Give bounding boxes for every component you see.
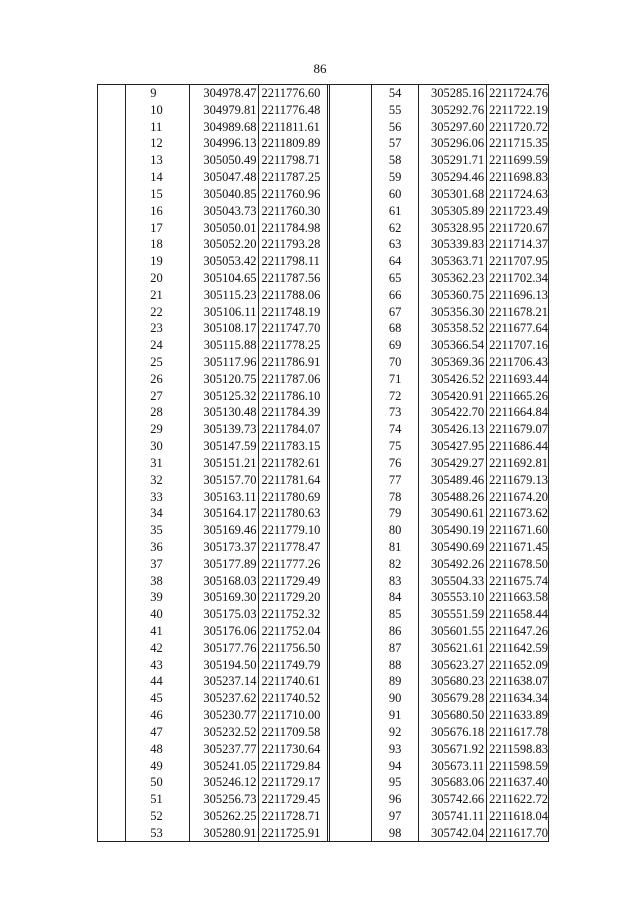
right-y-coordinate: 2211699.59 bbox=[489, 153, 549, 168]
right-point-number: 79 bbox=[388, 506, 402, 521]
right-blank-column bbox=[330, 85, 373, 841]
left-x-coordinate: 305163.11 bbox=[203, 489, 257, 504]
left-y-coordinate: 2211798.11 bbox=[261, 254, 320, 269]
left-y-coordinate: 2211760.96 bbox=[261, 186, 321, 201]
left-y-coordinate: 2211784.07 bbox=[261, 422, 321, 437]
left-x-coordinate: 305177.89 bbox=[203, 556, 257, 571]
left-y-coordinate: 2211777.26 bbox=[261, 556, 321, 571]
left-point-number: 37 bbox=[150, 556, 163, 571]
left-x-coordinate: 304996.13 bbox=[203, 136, 257, 151]
left-y-coordinate: 2211782.61 bbox=[261, 455, 321, 470]
right-x-coordinate: 305553.10 bbox=[430, 590, 485, 605]
left-point-number: 23 bbox=[150, 321, 163, 336]
left-point-number: 13 bbox=[150, 153, 163, 168]
left-y-coordinate: 2211776.60 bbox=[261, 86, 321, 100]
left-point-number: 32 bbox=[150, 472, 163, 487]
right-point-number: 75 bbox=[388, 439, 402, 454]
right-point-number: 80 bbox=[388, 523, 402, 538]
left-y-coordinate: 2211787.56 bbox=[261, 270, 321, 285]
left-x-coordinate: 305241.05 bbox=[203, 758, 257, 773]
right-y-coordinate: 2211617.70 bbox=[489, 825, 549, 840]
page-number: 86 bbox=[313, 61, 327, 76]
left-x-coordinate: 305043.73 bbox=[203, 203, 257, 218]
right-x-coordinate: 305680.23 bbox=[430, 674, 485, 689]
left-point-number: 33 bbox=[150, 489, 163, 504]
left-x-coordinate: 305262.25 bbox=[203, 808, 257, 823]
left-y-coordinate: 2211740.52 bbox=[261, 691, 321, 706]
right-point-number: 59 bbox=[388, 170, 402, 185]
right-point-number: 64 bbox=[388, 254, 402, 269]
right-point-number: 76 bbox=[388, 455, 402, 470]
left-x-coordinate: 304978.47 bbox=[203, 86, 257, 100]
right-y-coordinate: 2211693.44 bbox=[489, 371, 549, 386]
right-x-coordinate: 305292.76 bbox=[430, 102, 485, 117]
left-point-number: 35 bbox=[150, 523, 163, 538]
left-y-coordinate: 2211786.91 bbox=[261, 355, 321, 369]
left-y-coordinate: 2211729.45 bbox=[261, 792, 321, 807]
left-point-number: 42 bbox=[150, 640, 163, 655]
right-x-coordinate-column bbox=[419, 85, 487, 841]
right-y-coordinate: 2211692.81 bbox=[489, 455, 549, 470]
left-point-number: 20 bbox=[150, 270, 163, 285]
left-x-coordinate: 305047.48 bbox=[203, 170, 257, 185]
right-point-number: 72 bbox=[388, 388, 402, 403]
right-y-coordinate: 2211722.19 bbox=[489, 102, 549, 117]
left-point-number: 31 bbox=[150, 455, 163, 470]
left-x-coordinate: 305115.88 bbox=[203, 338, 257, 353]
left-point-number: 38 bbox=[150, 573, 163, 588]
left-x-coordinate: 304979.81 bbox=[203, 102, 257, 117]
right-y-coordinate: 2211724.76 bbox=[489, 86, 549, 100]
left-point-number: 30 bbox=[150, 439, 163, 454]
left-point-number: 49 bbox=[150, 758, 163, 773]
right-x-coordinate: 305683.06 bbox=[430, 775, 485, 790]
left-x-coordinate: 305194.50 bbox=[203, 657, 257, 672]
left-x-coordinate: 305050.01 bbox=[203, 220, 257, 235]
left-y-coordinate: 2211784.39 bbox=[261, 405, 321, 420]
right-x-coordinate: 305422.70 bbox=[430, 405, 485, 420]
left-x-coordinate: 304989.68 bbox=[203, 119, 257, 134]
left-x-coordinate: 305237.62 bbox=[203, 691, 257, 706]
left-x-coordinate: 305120.75 bbox=[203, 371, 257, 386]
left-blank-column bbox=[98, 85, 126, 841]
right-point-number: 91 bbox=[388, 708, 402, 723]
right-x-coordinate: 305488.26 bbox=[430, 489, 485, 504]
left-y-coordinate: 2211776.48 bbox=[261, 102, 321, 117]
left-point-number: 50 bbox=[150, 775, 163, 790]
left-x-coordinate: 305169.46 bbox=[203, 523, 257, 538]
left-y-coordinate: 2211728.71 bbox=[261, 808, 321, 823]
right-point-number: 68 bbox=[388, 321, 402, 336]
left-point-number: 44 bbox=[150, 674, 163, 689]
right-x-coordinate: 305366.54 bbox=[430, 338, 485, 353]
left-x-coordinate: 305115.23 bbox=[203, 287, 257, 302]
right-point-number: 86 bbox=[388, 624, 402, 638]
right-point-number: 67 bbox=[388, 304, 402, 319]
right-x-coordinate: 305492.26 bbox=[430, 556, 485, 571]
right-point-number: 97 bbox=[388, 808, 402, 823]
right-point-number: 70 bbox=[388, 355, 402, 369]
left-x-coordinate: 305176.06 bbox=[203, 624, 257, 638]
right-y-coordinate: 2211671.45 bbox=[489, 539, 549, 554]
right-y-coordinate: 2211720.72 bbox=[489, 119, 549, 134]
right-point-number: 96 bbox=[388, 792, 402, 807]
right-y-coordinate: 2211633.89 bbox=[489, 708, 549, 723]
right-y-coordinate: 2211638.07 bbox=[489, 674, 549, 689]
left-y-coordinate: 2211725.91 bbox=[261, 825, 321, 840]
right-y-coordinate: 2211598.59 bbox=[489, 758, 549, 773]
left-y-coordinate: 2211778.47 bbox=[261, 539, 321, 554]
right-x-coordinate: 305621.61 bbox=[430, 640, 485, 655]
right-point-number: 74 bbox=[388, 422, 402, 437]
right-point-number: 66 bbox=[388, 287, 402, 302]
left-y-coordinate: 2211787.25 bbox=[261, 170, 321, 185]
right-point-number: 61 bbox=[388, 203, 402, 218]
left-x-coordinate: 305246.12 bbox=[203, 775, 257, 790]
left-x-coordinate: 305169.30 bbox=[203, 590, 257, 605]
left-y-coordinate: 2211781.64 bbox=[261, 472, 321, 487]
left-y-coordinate: 2211778.25 bbox=[261, 338, 321, 353]
left-point-number: 10 bbox=[150, 102, 163, 117]
left-point-number: 9 bbox=[150, 86, 157, 100]
right-x-coordinate: 305369.36 bbox=[430, 355, 485, 369]
left-y-coordinate: 2211749.79 bbox=[261, 657, 321, 672]
right-x-coordinate: 305360.75 bbox=[430, 287, 485, 302]
right-y-coordinate: 2211658.44 bbox=[489, 607, 549, 622]
right-point-number: 69 bbox=[388, 338, 402, 353]
left-x-coordinate: 305147.59 bbox=[203, 439, 257, 454]
right-y-coordinate: 2211671.60 bbox=[489, 523, 549, 538]
left-y-coordinate: 2211780.69 bbox=[261, 489, 321, 504]
left-point-number: 14 bbox=[150, 170, 163, 185]
right-x-coordinate: 305426.13 bbox=[430, 422, 485, 437]
right-x-coordinate: 305291.71 bbox=[430, 153, 485, 168]
right-point-number: 71 bbox=[388, 371, 402, 386]
right-x-coordinate: 305742.04 bbox=[430, 825, 485, 840]
left-point-number: 27 bbox=[150, 388, 163, 403]
right-x-coordinate: 305420.91 bbox=[430, 388, 485, 403]
right-point-number: 85 bbox=[388, 607, 402, 622]
right-x-coordinate: 305427.95 bbox=[430, 439, 485, 454]
left-y-coordinate: 2211783.15 bbox=[261, 439, 321, 454]
right-x-coordinate: 305363.71 bbox=[430, 254, 485, 269]
left-point-number: 11 bbox=[150, 119, 163, 134]
right-point-number: 56 bbox=[388, 119, 402, 134]
left-point-number: 24 bbox=[150, 338, 163, 353]
left-x-coordinate: 305280.91 bbox=[203, 825, 257, 840]
left-point-number: 21 bbox=[150, 287, 163, 302]
right-y-coordinate: 2211678.21 bbox=[489, 304, 549, 319]
right-point-number: 95 bbox=[388, 775, 402, 790]
left-x-coordinate: 305175.03 bbox=[203, 607, 257, 622]
right-x-coordinate: 305623.27 bbox=[430, 657, 485, 672]
right-point-number: 84 bbox=[388, 590, 402, 605]
left-x-coordinate: 305232.52 bbox=[203, 724, 257, 739]
left-y-coordinate: 2211752.32 bbox=[261, 607, 321, 622]
right-point-number: 94 bbox=[388, 758, 402, 773]
right-y-coordinate: 2211674.20 bbox=[489, 489, 549, 504]
left-point-number: 51 bbox=[150, 792, 163, 807]
right-point-number: 87 bbox=[388, 640, 402, 655]
left-x-coordinate: 305151.21 bbox=[203, 455, 257, 470]
right-x-coordinate: 305490.19 bbox=[430, 523, 485, 538]
right-y-coordinate: 2211665.26 bbox=[489, 388, 549, 403]
left-y-coordinate: 2211752.04 bbox=[261, 624, 321, 638]
right-y-coordinate: 2211663.58 bbox=[489, 590, 549, 605]
left-point-number: 18 bbox=[150, 237, 163, 252]
left-point-number: 26 bbox=[150, 371, 163, 386]
right-y-coordinate: 2211675.74 bbox=[489, 573, 549, 588]
right-x-coordinate: 305358.52 bbox=[430, 321, 485, 336]
left-y-coordinate: 2211729.49 bbox=[261, 573, 321, 588]
right-point-number: 63 bbox=[388, 237, 402, 252]
right-point-number: 77 bbox=[388, 472, 402, 487]
right-y-coordinate: 2211723.49 bbox=[489, 203, 549, 218]
left-point-number: 25 bbox=[150, 355, 163, 369]
right-x-coordinate: 305305.89 bbox=[430, 203, 485, 218]
right-y-coordinate: 2211677.64 bbox=[489, 321, 549, 336]
right-point-number: 88 bbox=[388, 657, 402, 672]
right-x-coordinate: 305362.23 bbox=[430, 270, 485, 285]
left-x-coordinate: 305106.11 bbox=[203, 304, 257, 319]
right-x-coordinate: 305297.60 bbox=[430, 119, 485, 134]
right-x-coordinate: 305673.11 bbox=[431, 758, 485, 773]
right-x-coordinate: 305339.83 bbox=[430, 237, 485, 252]
left-y-coordinate: 2211710.00 bbox=[261, 708, 321, 723]
right-x-coordinate: 305490.69 bbox=[430, 539, 485, 554]
right-point-number: 73 bbox=[388, 405, 402, 420]
left-point-number: 28 bbox=[150, 405, 163, 420]
left-x-coordinate: 305237.77 bbox=[203, 741, 257, 756]
right-y-coordinate: 2211622.72 bbox=[489, 792, 549, 807]
left-y-coordinate: 2211709.58 bbox=[261, 724, 321, 739]
left-point-number: 47 bbox=[150, 724, 163, 739]
left-point-number: 19 bbox=[150, 254, 163, 269]
left-x-coordinate: 305050.49 bbox=[203, 153, 257, 168]
right-y-coordinate: 2211598.83 bbox=[489, 741, 549, 756]
right-y-coordinate: 2211642.59 bbox=[489, 640, 549, 655]
right-y-coordinate: 2211679.07 bbox=[489, 422, 549, 437]
right-point-number: 92 bbox=[388, 724, 402, 739]
left-y-coordinate: 2211780.63 bbox=[261, 506, 321, 521]
right-y-coordinate: 2211698.83 bbox=[489, 170, 549, 185]
right-x-coordinate: 305551.59 bbox=[430, 607, 485, 622]
right-point-number: 62 bbox=[388, 220, 402, 235]
right-x-coordinate: 305671.92 bbox=[430, 741, 485, 756]
left-x-coordinate: 305177.76 bbox=[203, 640, 257, 655]
right-y-coordinate: 2211637.40 bbox=[489, 775, 549, 790]
left-point-number: 43 bbox=[150, 657, 163, 672]
right-x-coordinate: 305676.18 bbox=[430, 724, 485, 739]
left-y-coordinate: 2211786.10 bbox=[261, 388, 321, 403]
left-x-coordinate: 305125.32 bbox=[203, 388, 257, 403]
left-x-coordinate: 305130.48 bbox=[203, 405, 257, 420]
left-x-coordinate: 305157.70 bbox=[203, 472, 257, 487]
left-x-coordinate: 305237.14 bbox=[203, 674, 257, 689]
left-y-coordinate: 2211788.06 bbox=[261, 287, 321, 302]
right-x-coordinate: 305285.16 bbox=[430, 86, 485, 100]
left-x-coordinate: 305108.17 bbox=[203, 321, 257, 336]
left-point-number: 41 bbox=[150, 624, 163, 638]
left-x-coordinate: 305173.37 bbox=[203, 539, 257, 554]
right-y-coordinate: 2211715.35 bbox=[489, 136, 549, 151]
right-point-number: 60 bbox=[388, 186, 402, 201]
right-y-coordinate-column bbox=[487, 85, 548, 841]
left-y-coordinate: 2211760.30 bbox=[261, 203, 321, 218]
right-point-number: 83 bbox=[388, 573, 402, 588]
left-x-coordinate: 305104.65 bbox=[203, 270, 257, 285]
right-x-coordinate: 305429.27 bbox=[430, 455, 485, 470]
right-x-coordinate: 305679.28 bbox=[430, 691, 485, 706]
right-point-number: 65 bbox=[388, 270, 402, 285]
left-y-coordinate: 2211730.64 bbox=[261, 741, 321, 756]
left-y-coordinate-column bbox=[259, 85, 329, 841]
left-point-number: 12 bbox=[150, 136, 163, 151]
right-point-number: 57 bbox=[388, 136, 402, 151]
left-point-number: 53 bbox=[150, 825, 163, 840]
left-y-coordinate: 2211784.98 bbox=[261, 220, 321, 235]
left-x-coordinate: 305052.20 bbox=[203, 237, 257, 252]
right-y-coordinate: 2211678.50 bbox=[489, 556, 549, 571]
left-point-number: 48 bbox=[150, 741, 163, 756]
left-y-coordinate: 2211798.71 bbox=[261, 153, 321, 168]
right-x-coordinate: 305301.68 bbox=[430, 186, 485, 201]
right-point-number: 58 bbox=[388, 153, 402, 168]
right-y-coordinate: 2211707.95 bbox=[489, 254, 549, 269]
right-point-number: 54 bbox=[388, 86, 402, 100]
left-x-coordinate: 305053.42 bbox=[203, 254, 257, 269]
right-x-coordinate: 305328.95 bbox=[430, 220, 485, 235]
left-point-number-column bbox=[126, 85, 190, 841]
right-point-number: 81 bbox=[388, 539, 402, 554]
right-point-number: 55 bbox=[388, 102, 402, 117]
right-x-coordinate: 305742.66 bbox=[430, 792, 485, 807]
left-y-coordinate: 2211756.50 bbox=[261, 640, 321, 655]
left-y-coordinate: 2211779.10 bbox=[261, 523, 321, 538]
coordinates-table bbox=[97, 84, 549, 842]
right-y-coordinate: 2211617.78 bbox=[489, 724, 549, 739]
right-x-coordinate: 305490.61 bbox=[430, 506, 485, 521]
right-point-number: 78 bbox=[388, 489, 402, 504]
left-y-coordinate: 2211811.61 bbox=[261, 119, 320, 134]
left-x-coordinate: 305040.85 bbox=[203, 186, 257, 201]
right-point-number-column bbox=[372, 85, 419, 841]
right-point-number: 82 bbox=[388, 556, 402, 571]
left-point-number: 16 bbox=[150, 203, 163, 218]
left-y-coordinate: 2211809.89 bbox=[261, 136, 321, 151]
left-point-number: 36 bbox=[150, 539, 163, 554]
left-point-number: 29 bbox=[150, 422, 163, 437]
left-x-coordinate: 305256.73 bbox=[203, 792, 257, 807]
right-x-coordinate: 305294.46 bbox=[430, 170, 485, 185]
left-y-coordinate: 2211787.06 bbox=[261, 371, 321, 386]
right-y-coordinate: 2211714.37 bbox=[489, 237, 549, 252]
left-point-number: 22 bbox=[150, 304, 163, 319]
right-y-coordinate: 2211696.13 bbox=[489, 287, 549, 302]
right-x-coordinate: 305741.11 bbox=[431, 808, 485, 823]
right-x-coordinate: 305504.33 bbox=[430, 573, 485, 588]
right-y-coordinate: 2211634.34 bbox=[489, 691, 549, 706]
right-y-coordinate: 2211673.62 bbox=[489, 506, 549, 521]
left-x-coordinate: 305230.77 bbox=[203, 708, 257, 723]
left-y-coordinate: 2211729.20 bbox=[261, 590, 321, 605]
left-point-number: 45 bbox=[150, 691, 163, 706]
right-y-coordinate: 2211647.26 bbox=[489, 624, 549, 638]
left-y-coordinate: 2211740.61 bbox=[261, 674, 321, 689]
right-x-coordinate: 305356.30 bbox=[430, 304, 485, 319]
right-point-number: 98 bbox=[388, 825, 402, 840]
right-x-coordinate: 305426.52 bbox=[430, 371, 485, 386]
left-y-coordinate: 2211729.17 bbox=[261, 775, 321, 790]
left-y-coordinate: 2211748.19 bbox=[261, 304, 321, 319]
left-x-coordinate-column bbox=[190, 85, 259, 841]
right-point-number: 93 bbox=[388, 741, 402, 756]
left-y-coordinate: 2211747.70 bbox=[261, 321, 321, 336]
right-y-coordinate: 2211706.43 bbox=[489, 355, 549, 369]
right-x-coordinate: 305296.06 bbox=[430, 136, 485, 151]
left-x-coordinate: 305139.73 bbox=[203, 422, 257, 437]
left-x-coordinate: 305168.03 bbox=[203, 573, 257, 588]
right-x-coordinate: 305601.55 bbox=[430, 624, 485, 638]
left-point-number: 39 bbox=[150, 590, 163, 605]
left-y-coordinate: 2211793.28 bbox=[261, 237, 321, 252]
right-y-coordinate: 2211720.67 bbox=[489, 220, 549, 235]
left-x-coordinate: 305164.17 bbox=[203, 506, 257, 521]
left-point-number: 15 bbox=[150, 186, 163, 201]
right-y-coordinate: 2211679.13 bbox=[489, 472, 549, 487]
right-x-coordinate: 305489.46 bbox=[430, 472, 485, 487]
right-y-coordinate: 2211664.84 bbox=[489, 405, 549, 420]
left-x-coordinate: 305117.96 bbox=[203, 355, 257, 369]
left-point-number: 40 bbox=[150, 607, 163, 622]
left-point-number: 34 bbox=[150, 506, 163, 521]
right-y-coordinate: 2211618.04 bbox=[489, 808, 549, 823]
right-x-coordinate: 305680.50 bbox=[430, 708, 485, 723]
right-y-coordinate: 2211724.63 bbox=[489, 186, 549, 201]
right-point-number: 90 bbox=[388, 691, 402, 706]
left-point-number: 46 bbox=[150, 708, 163, 723]
right-y-coordinate: 2211702.34 bbox=[489, 270, 549, 285]
left-point-number: 17 bbox=[150, 220, 163, 235]
right-y-coordinate: 2211686.44 bbox=[489, 439, 549, 454]
left-y-coordinate: 2211729.84 bbox=[261, 758, 321, 773]
left-point-number: 52 bbox=[150, 808, 163, 823]
right-y-coordinate: 2211652.09 bbox=[489, 657, 549, 672]
right-y-coordinate: 2211707.16 bbox=[489, 338, 549, 353]
right-point-number: 89 bbox=[388, 674, 402, 689]
